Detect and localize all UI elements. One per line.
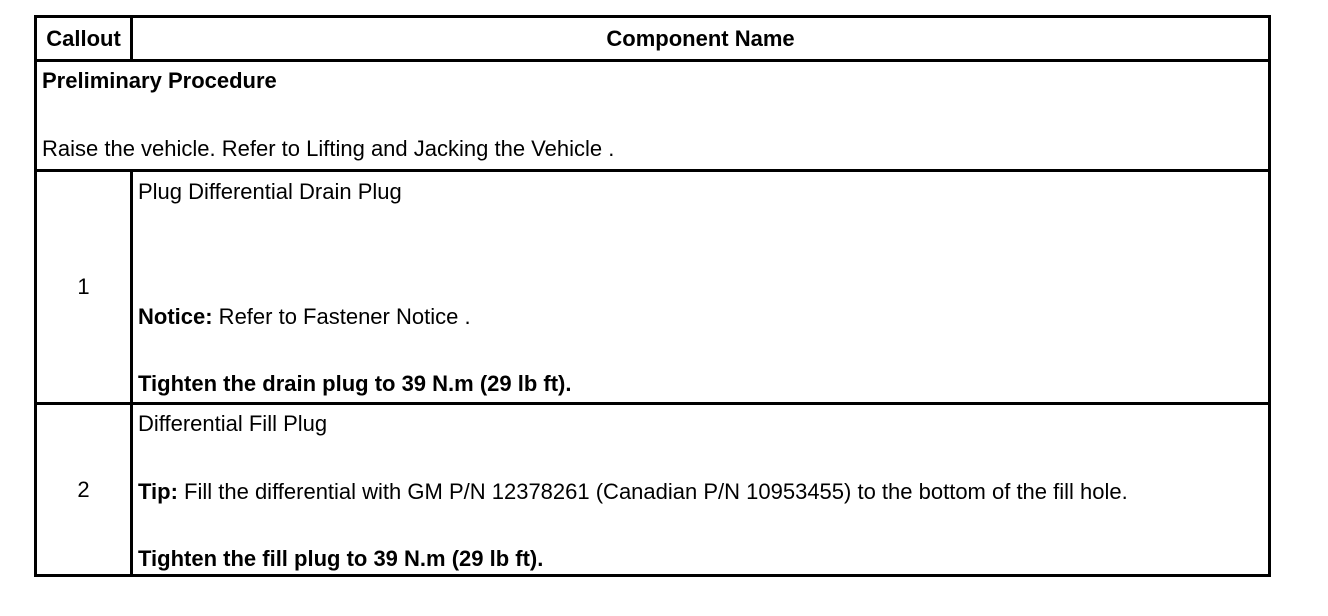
preliminary-procedure-text: Raise the vehicle. Refer to Lifting and Jacking the Vehicle . xyxy=(42,136,615,161)
tip-text: Fill the differential with GM P/N 12378261 (Canadian P/N 10953455) to the bottom of the fill hole. xyxy=(177,479,1128,504)
callout-column-header: Callout xyxy=(37,18,133,59)
callout-number: 2 xyxy=(37,405,133,574)
table-header-row xyxy=(37,18,1268,59)
component-cell xyxy=(133,405,1268,574)
preliminary-procedure-cell xyxy=(37,62,1268,169)
torque-instruction: Tighten the fill plug to 39 N.m (29 lb ft). xyxy=(138,546,544,571)
notice-label: Notice: xyxy=(138,304,213,329)
preliminary-procedure-row xyxy=(37,59,1268,169)
procedure-table xyxy=(34,15,1271,577)
table-row xyxy=(37,169,1268,402)
table-row xyxy=(37,402,1268,574)
tip-label: Tip: xyxy=(138,479,178,504)
component-name-column-header: Component Name xyxy=(606,25,795,51)
notice-line xyxy=(138,304,471,330)
component-name: Plug Differential Drain Plug xyxy=(138,179,402,204)
torque-instruction: Tighten the drain plug to 39 N.m (29 lb ft). xyxy=(138,371,572,396)
tip-line xyxy=(138,479,1128,505)
component-name: Differential Fill Plug xyxy=(138,411,328,436)
callout-number: 1 xyxy=(37,172,133,402)
preliminary-procedure-title: Preliminary Procedure xyxy=(42,68,277,93)
notice-text: Refer to Fastener Notice . xyxy=(212,304,471,329)
component-cell xyxy=(133,172,1268,402)
